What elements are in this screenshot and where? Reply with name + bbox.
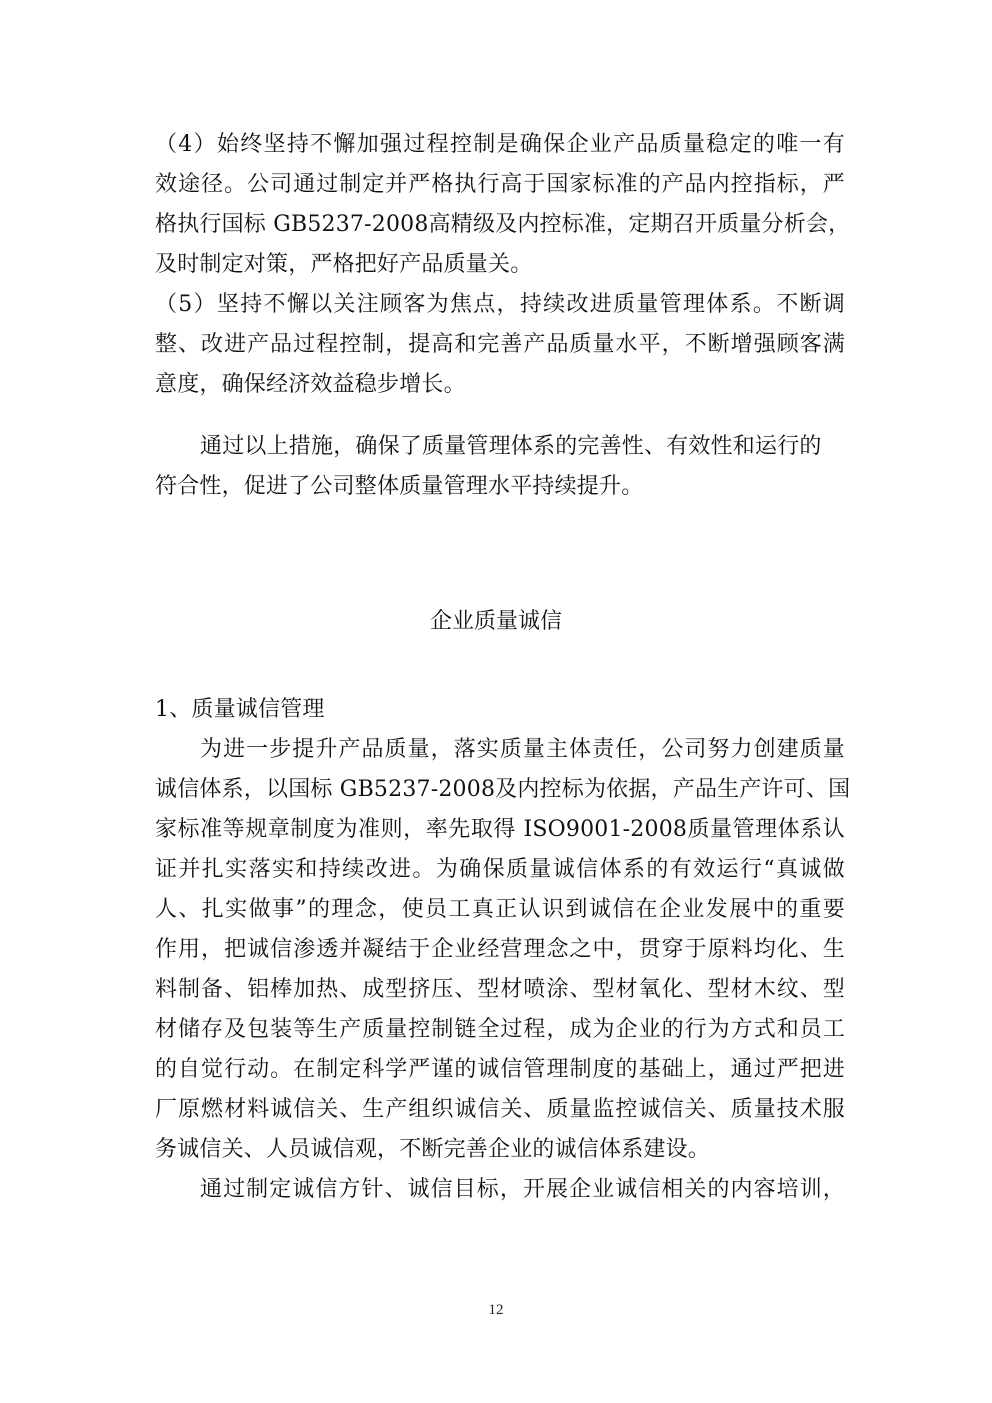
body-line-5: 人、扎实做事”的理念，使员工真正认识到诚信在企业发展中的重要 [155,897,845,922]
paragraph-4-line-3: 格执行国标 GB5237-2008高精级及内控标准，定期召开质量分析会， [155,212,851,237]
body-line-11: 务诚信关、人员诚信观，不断完善企业的诚信体系建设。 [155,1137,711,1162]
summary-line-1: 通过以上措施，确保了质量管理体系的完善性、有效性和运行的 [200,434,822,459]
body-line-1: 为进一步提升产品质量，落实质量主体责任，公司努力创建质量 [200,737,845,762]
body-line-3: 家标准等规章制度为准则，率先取得 ISO9001-2008质量管理体系认 [155,817,845,842]
body-line-9: 的自觉行动。在制定科学严谨的诚信管理制度的基础上，通过严把进 [155,1057,845,1082]
paragraph-5-line-2: 整、改进产品过程控制，提高和完善产品质量水平，不断增强顾客满 [155,332,845,357]
body-line-7: 料制备、铝棒加热、成型挤压、型材喷涂、型材氧化、型材木纹、型 [155,977,845,1002]
body-line-8: 材储存及包装等生产质量控制链全过程，成为企业的行为方式和员工 [155,1017,845,1042]
body-line-10: 厂原燃材料诚信关、生产组织诚信关、质量监控诚信关、质量技术服 [155,1097,845,1122]
paragraph-4-line-4: 及时制定对策，严格把好产品质量关。 [155,252,533,277]
summary-line-2: 符合性，促进了公司整体质量管理水平持续提升。 [155,474,644,499]
section-title: 企业质量诚信 [429,609,562,634]
body-line-4: 证并扎实落实和持续改进。为确保质量诚信体系的有效运行“真诚做 [155,857,845,882]
paragraph-5-line-1: （5）坚持不懈以关注顾客为焦点，持续改进质量管理体系。不断调 [155,292,845,317]
last-paragraph-line-1: 通过制定诚信方针、诚信目标，开展企业诚信相关的内容培训， [200,1177,845,1202]
paragraph-4-line-2: 效途径。公司通过制定并严格执行高于国家标准的产品内控指标，严 [155,172,845,197]
paragraph-4-line-1: （4）始终坚持不懈加强过程控制是确保企业产品质量稳定的唯一有 [155,132,845,157]
body-line-6: 作用，把诚信渗透并凝结于企业经营理念之中，贯穿于原料均化、生 [155,937,845,962]
paragraph-5-line-3: 意度，确保经济效益稳步增长。 [155,372,466,397]
page-number: 12 [488,1302,504,1318]
subsection-title: 1、质量诚信管理 [155,697,325,722]
body-line-2: 诚信体系，以国标 GB5237-2008及内控标为依据，产品生产许可、国 [155,777,851,802]
